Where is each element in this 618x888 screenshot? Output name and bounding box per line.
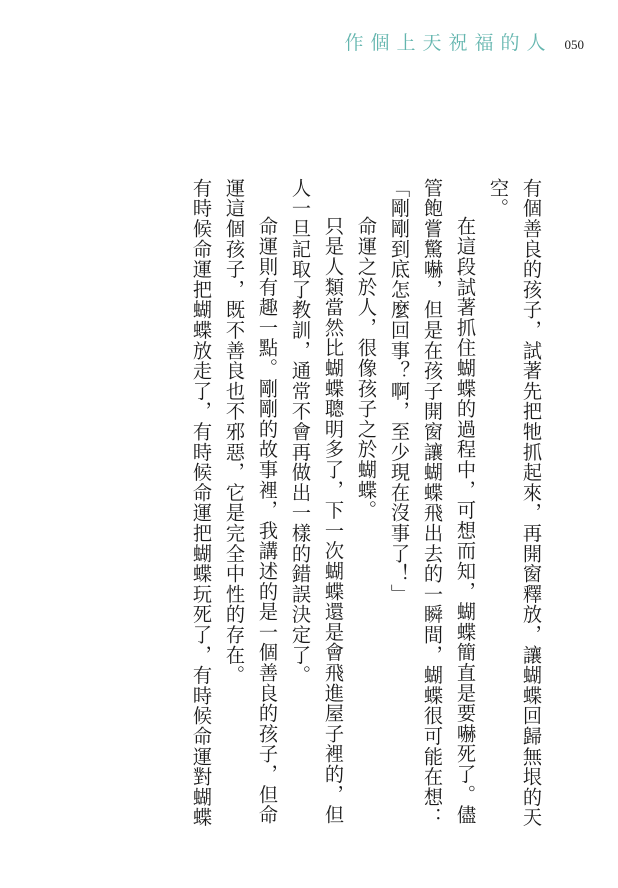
- body-text: [72, 178, 548, 838]
- paragraph: 命運則有趣一點。剛剛的故事裡，我講述的是一個善良的孩子，但命運這個孩子，既不善良也不邪惡，它是完全中性的存在。: [223, 178, 279, 826]
- paragraph: 在這段試著抓住蝴蝶的過程中，可想而知，蝴蝶簡直是要嚇死了。儘管飽嘗驚嚇，但是在孩子開窗讓蝴蝶飛出去的一瞬間，蝴蝶很可能在想：「剛剛到底怎麼回事？啊，至少現在沒事了！」: [388, 178, 477, 828]
- running-header-title: 作個上天祝福的人: [344, 32, 553, 54]
- paragraph: 有時候命運把蝴蝶放走了，有時候命運把蝴蝶玩死了，有時候命運對蝴蝶: [190, 178, 213, 828]
- paragraph: 有個善良的孩子，試著先把牠抓起來，再開窗釋放，讓蝴蝶回歸無垠的天空。: [487, 178, 543, 828]
- page-number: 050: [564, 37, 584, 52]
- page-header: [344, 28, 584, 55]
- paragraph: 命運之於人，很像孩子之於蝴蝶。: [355, 216, 378, 521]
- paragraph: 只是人類當然比蝴蝶聰明多了，下一次蝴蝶還是會飛進屋子裡的，但人一旦記取了教訓，通常不會再做出一樣的錯誤決定了。: [289, 178, 345, 826]
